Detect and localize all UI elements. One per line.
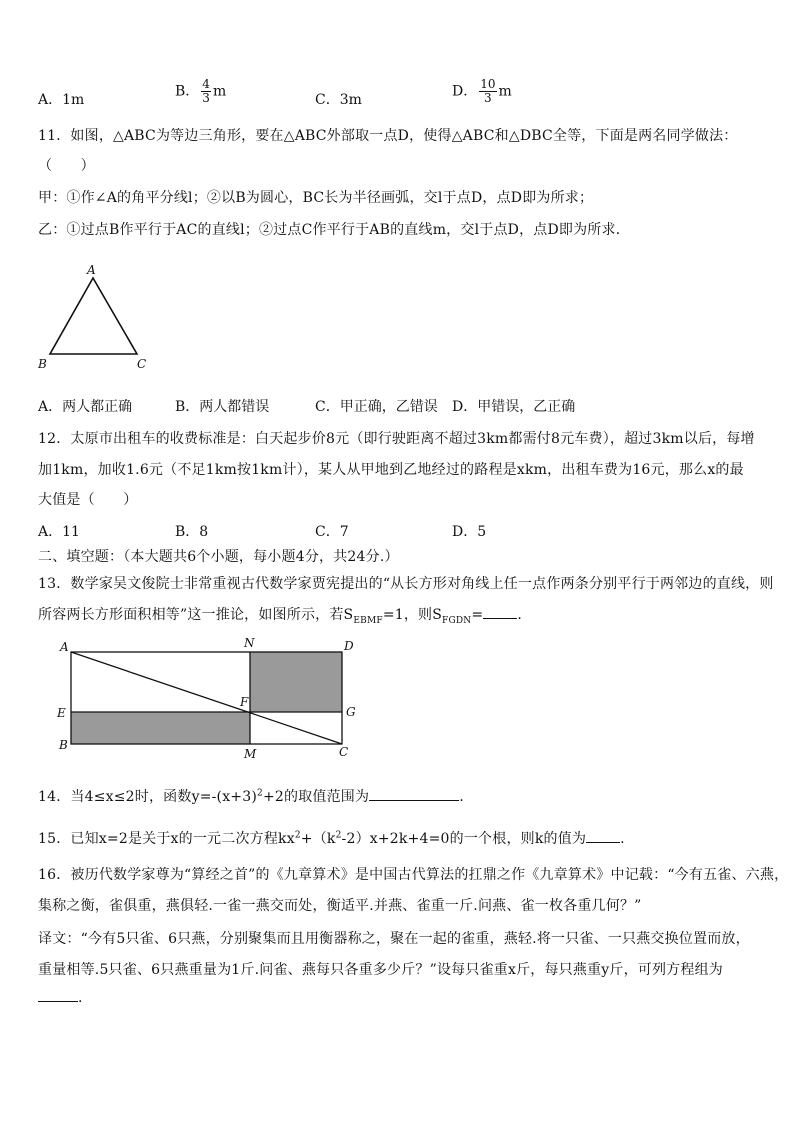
point-label-f: F	[240, 695, 249, 709]
q11-triangle-figure	[36, 262, 156, 374]
q14-superscript: 2	[257, 788, 263, 799]
q11-method-yi: 乙：①过点B作平行于AC的直线l；②过点C作平行于AB的直线m，交l于点D，点D即为所求．	[38, 222, 630, 238]
q10-option-d	[452, 78, 512, 105]
q10-option-b-prefix: B．	[175, 83, 200, 100]
q10-option-d-prefix: D．	[452, 83, 478, 100]
q12-option-c: C．7	[315, 524, 349, 540]
q13-text-end: .	[517, 607, 522, 623]
point-label-m: M	[244, 747, 257, 761]
point-label-n: N	[244, 636, 255, 650]
q16-answer-blank	[38, 1001, 78, 1002]
q10-option-b-fraction	[201, 78, 211, 105]
q15-text-end: .	[620, 831, 625, 847]
q10-option-c: C．3m	[315, 92, 362, 108]
q11-method-jia: 甲：①作∠A的角平分线l；②以B为圆心，BC长为半径画弧，交l于点D，点D即为所求；	[38, 190, 594, 206]
q15-superscript-1: 2	[294, 830, 301, 841]
q12-stem-line1: 12．太原市出租车的收费标准是：白天起步价8元（即行驶距离不超过3km都需付8元车费），超过3km以后，每增	[38, 431, 755, 447]
point-label-g: G	[346, 705, 356, 719]
q12-stem-line2: 加1km，加收1.6元（不足1km按1km计），某人从甲地到乙地经过的路程是xkm，出租车费为16元，那么x的最	[38, 462, 744, 478]
point-label-a: A	[60, 640, 69, 654]
q16-translation-line2: 重量相等.5只雀、6只燕重量为1斤.问雀、燕每只各重多少斤？”设每只雀重x斤，每只燕重y斤，可列方程组为	[38, 962, 723, 978]
q11-option-b: B．两人都错误	[175, 399, 270, 415]
q13-stem-line1: 13．数学家吴文俊院士非常重视古代数学家贾宪提出的“从长方形对角线上任一点作两条分别平行于两邻边的直线，则	[38, 576, 774, 592]
q13-subscript-fgdn: FGDN	[442, 615, 472, 626]
q16-stem-line1: 16．被历代数学家尊为“算经之首”的《九章算术》是中国古代算法的扛鼎之作《九章算术》中记载：“今有五雀、六燕，	[38, 867, 789, 883]
vertex-label-b: B	[38, 357, 47, 371]
q11-option-a: A．两人都正确	[38, 399, 133, 415]
point-label-b: B	[59, 738, 68, 752]
q10-option-b-unit: m	[212, 83, 227, 100]
q16-answer-line	[38, 990, 83, 1006]
q10-option-d-denominator: 3	[484, 91, 492, 105]
vertex-label-c: C	[137, 357, 147, 371]
q13-answer-blank	[483, 618, 517, 619]
q14-answer-blank	[369, 800, 459, 801]
q10-option-d-fraction	[479, 78, 496, 105]
q14-stem	[38, 786, 464, 806]
q15-stem	[38, 828, 625, 848]
q11-stem-line1: 11．如图，△ABC为等边三角形，要在△ABC外部取一点D，使得△ABC和△DBC全等，下面是两名同学做法：	[38, 128, 738, 144]
q10-option-d-unit: m	[498, 83, 512, 100]
q15-text-mid2: -2）x+2k+4=0的一个根，则k的值为	[341, 831, 587, 847]
q12-stem-line3: 大值是（ ）	[38, 492, 138, 508]
q16-stem-line2: 集称之衡，雀俱重，燕俱轻.一雀一燕交而处，衡适平.并燕、雀重一斤.问燕、雀一枚各重几何？”	[38, 898, 642, 914]
q10-option-b-numerator: 4	[202, 77, 210, 91]
q16-translation-line1: 译文：“今有5只雀、6只燕，分别聚集而且用衡器称之，聚在一起的雀重，燕轻.将一只雀、一只燕交换位置而放，	[38, 931, 750, 947]
q15-answer-blank	[586, 842, 620, 843]
q12-option-d: D．5	[452, 524, 487, 540]
triangle-abc	[50, 278, 137, 354]
q10-option-b	[175, 78, 226, 105]
q11-option-c: C．甲正确，乙错误	[315, 399, 438, 415]
q15-text-mid1: +（k	[300, 831, 336, 847]
vertex-label-a: A	[87, 263, 96, 277]
q13-text-equals: =	[471, 607, 484, 623]
q14-text-suffix: +2的取值范围为	[262, 789, 370, 805]
shaded-rect-fgdn	[250, 652, 342, 712]
q12-option-a: A．11	[38, 524, 80, 540]
q13-subscript-ebmf: EBMF	[353, 615, 383, 626]
q15-superscript-2: 2	[335, 830, 342, 841]
q11-blank-parens: （ ）	[38, 158, 95, 174]
point-label-c: C	[339, 745, 349, 759]
q15-text-prefix: 15．已知x=2是关于x的一元二次方程kx	[38, 831, 295, 847]
q11-option-d: D．甲错误，乙正确	[452, 399, 576, 415]
q13-text-prefix: 所容两长方形面积相等”这一推论，如图所示，若S	[38, 607, 354, 623]
q14-text-prefix: 14．当4≤x≤2时，函数y=-(x+3)	[38, 789, 258, 805]
q12-option-b: B．8	[175, 524, 209, 540]
q13-stem-line2	[38, 604, 522, 626]
shaded-rect-ebmf	[71, 712, 250, 744]
q10-option-b-denominator: 3	[202, 91, 210, 105]
point-label-e: E	[57, 706, 66, 720]
section-fill-in-heading: 二、填空题：（本大题共6个小题，每小题4分，共24分.）	[38, 549, 399, 565]
q13-text-mid: =1，则S	[382, 607, 443, 623]
q10-option-a: A．1m	[38, 92, 85, 108]
q14-text-end: .	[459, 789, 464, 805]
q13-rectangle-figure	[52, 633, 372, 763]
q16-text-end: .	[78, 990, 83, 1006]
q10-option-d-numerator: 10	[480, 77, 496, 91]
point-label-d: D	[344, 639, 354, 653]
